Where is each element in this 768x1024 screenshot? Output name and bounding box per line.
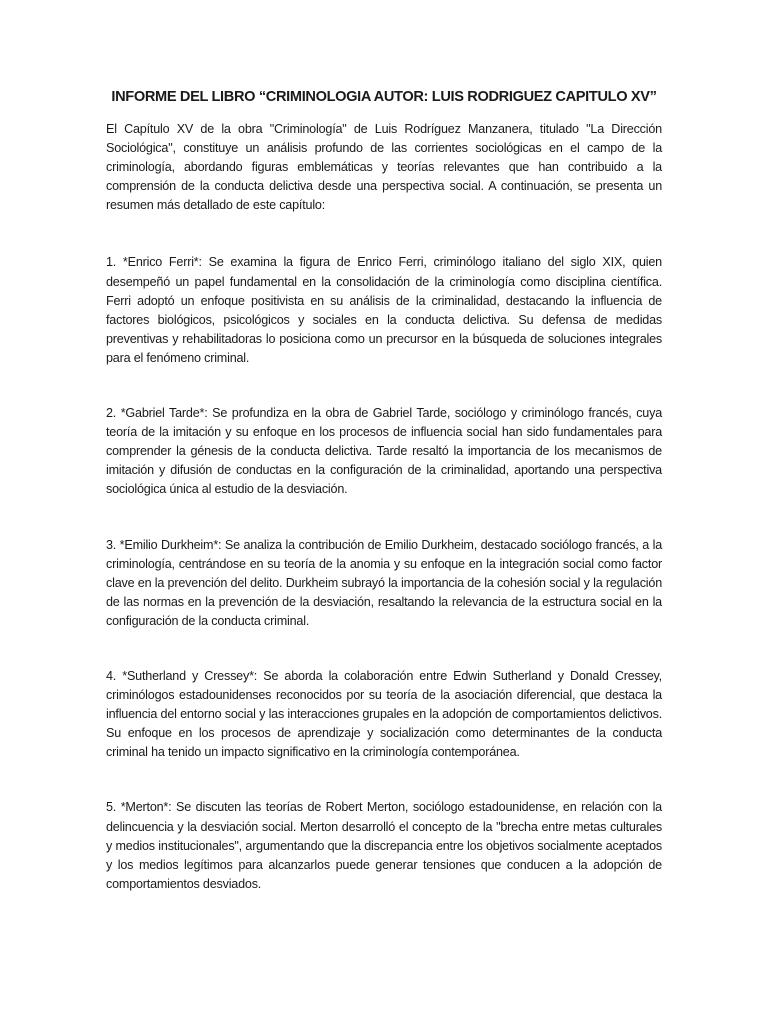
list-item-sutherland-cressey: 4. *Sutherland y Cressey*: Se aborda la colaboración entre Edwin Sutherland y Donald Cressey, criminólogos estadounidenses reconocidos por su teoría de la asociación diferencial, que destaca la influencia del entorno social y las interacciones grupales en la adopción de comportamientos delictivos. Su enfoque en los procesos de aprendizaje y socialización como determinantes de la conducta criminal ha tenido un impacto significativo en la criminología contemporánea.	[106, 668, 662, 760]
list-item-durkheim: 3. *Emilio Durkheim*: Se analiza la contribución de Emilio Durkheim, destacado sociólogo francés, a la criminología, centrándose en su teoría de la anomia y su enfoque en la integración social como factor clave en la prevención del delito. Durkheim subrayó la importancia de la cohesión social y la regulación de las normas en la prevención de la desviación, resaltando la relevancia de la estructura social en la configuración de la conducta criminal.	[106, 537, 662, 628]
list-item-ferri: 1. *Enrico Ferri*: Se examina la figura de Enrico Ferri, criminólogo italiano del siglo XIX, quien desempeñó un papel fundamental en la consolidación de la criminología como disciplina científica. Ferri adoptó un enfoque positivista en su análisis de la criminalidad, destacando la influencia de factores biológicos, psicológicos y sociales en la conducta delictiva. Su defensa de medidas preventivas y rehabilitadoras lo posiciona como un precursor en la búsqueda de soluciones integrales para el fenómeno criminal.	[106, 255, 662, 365]
document-page	[106, 88, 662, 894]
intro-paragraph: El Capítulo XV de la obra "Criminología" de Luis Rodríguez Manzanera, titulado "La Dirección Sociológica", constituye un análisis profundo de las corrientes sociológicas en el campo de la criminología, abordando figuras emblemáticas y teorías relevantes que han contribuido a la comprensión de la conducta delictiva desde una perspectiva social. A continuación, se presenta un resumen más detallado de este capítulo:	[106, 122, 662, 213]
document-title: INFORME DEL LIBRO “CRIMINOLOGIA AUTOR: LUIS RODRIGUEZ CAPITULO XV”	[111, 89, 657, 105]
list-item-merton: 5. *Merton*: Se discuten las teorías de Robert Merton, sociólogo estadounidense, en relación con la delincuencia y la desviación social. Merton desarrolló el concepto de la "brecha entre metas culturales y medios institucionales", argumentando que la discrepancia entre los objetivos socialmente aceptados y los medios legítimos para alcanzarlos puede generar tensiones que conducen a la adopción de comportamientos desviados.	[106, 800, 662, 891]
list-item-tarde: 2. *Gabriel Tarde*: Se profundiza en la obra de Gabriel Tarde, sociólogo y criminólogo francés, cuya teoría de la imitación y su enfoque en los procesos de influencia social han sido fundamentales para comprender la génesis de la conducta delictiva. Tarde resaltó la importancia de los mecanismos de imitación y difusión de conductas en la configuración de la criminalidad, aportando una perspectiva sociológica única al estudio de la desviación.	[106, 406, 662, 497]
